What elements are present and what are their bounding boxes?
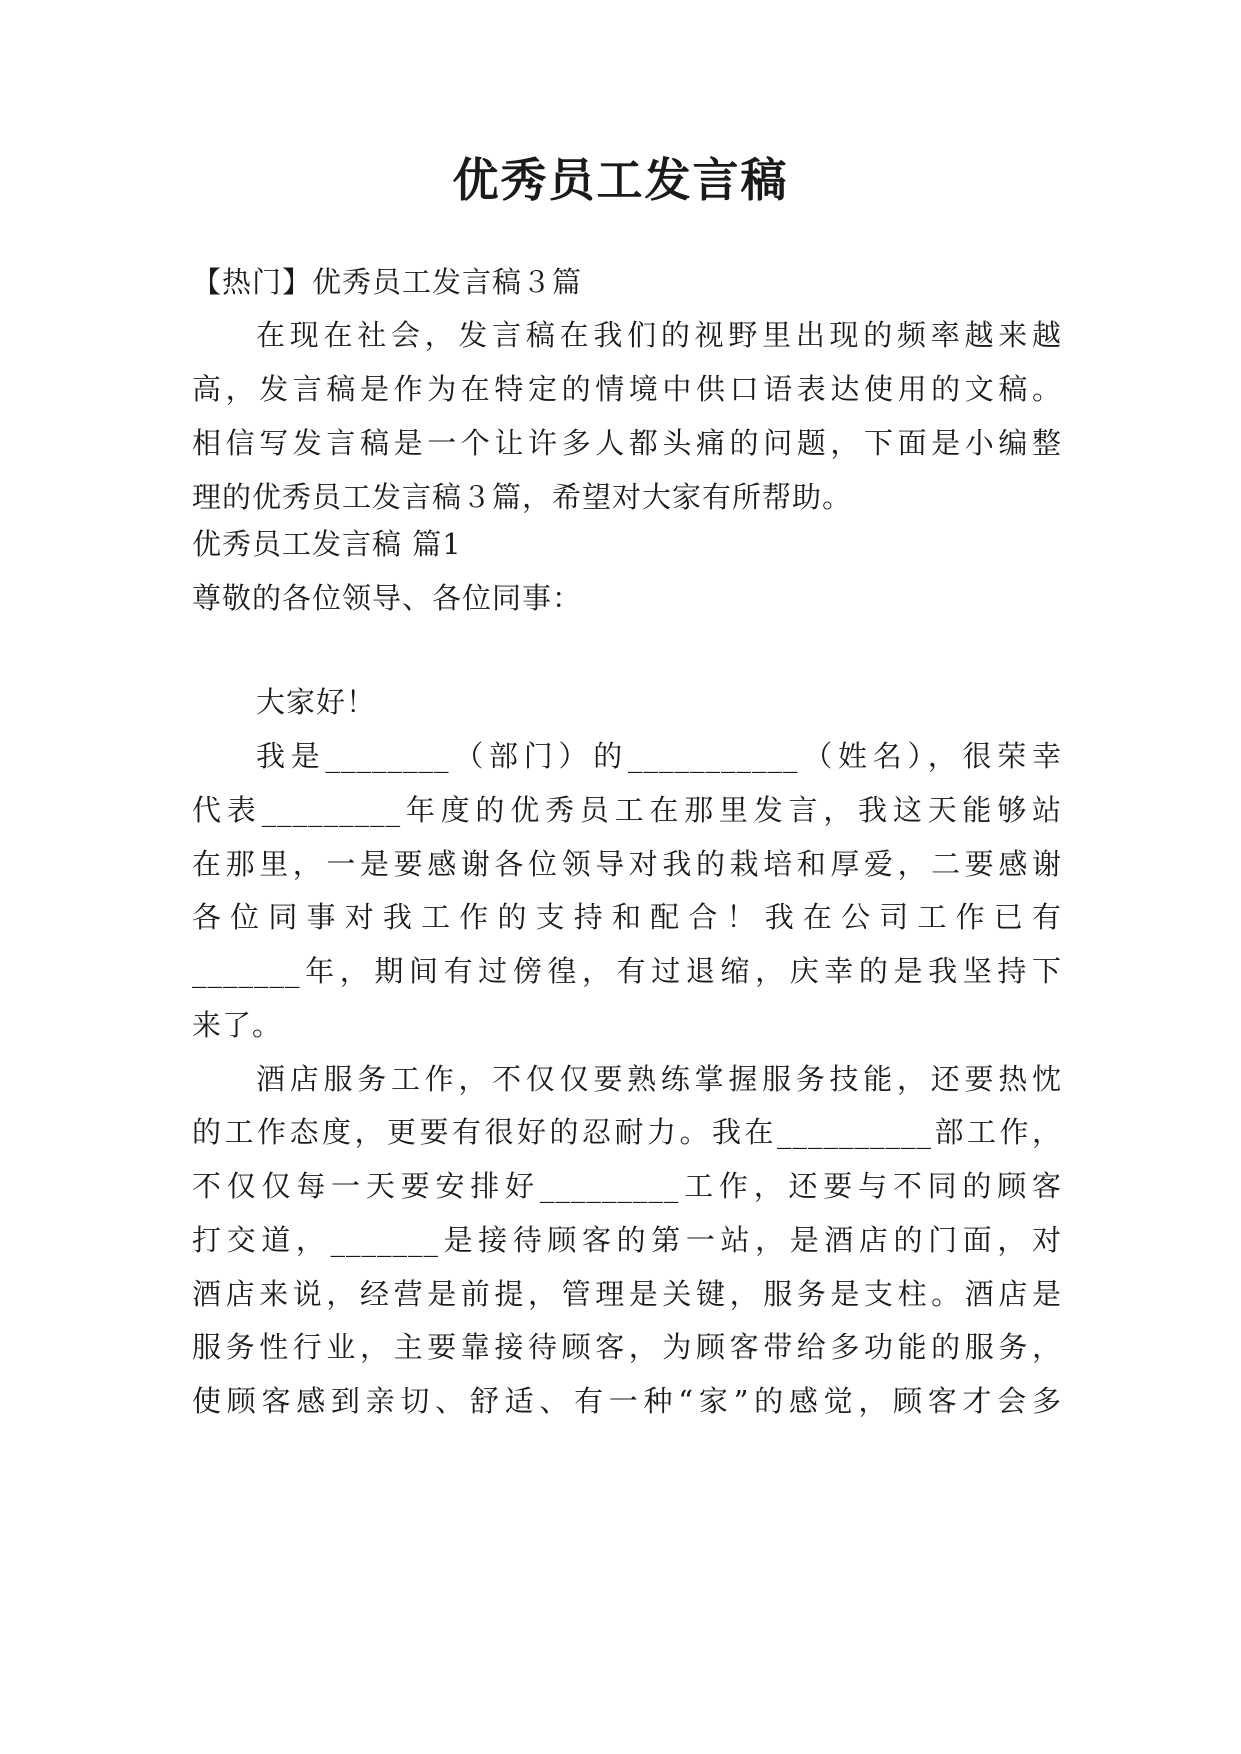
- intro-line-2: 高，发言稿是作为在特定的情境中供口语表达使用的文稿。: [192, 372, 1062, 406]
- salutation: 尊敬的各位领导、各位同事：: [192, 581, 583, 615]
- subtitle-line: 【热门】优秀员工发言稿３篇: [192, 265, 583, 299]
- paragraph-2-line-2: 的工作态度，更要有很好的忍耐力。我在__________部工作，: [192, 1115, 1062, 1149]
- paragraph-2-line-6: 服务性行业，主要靠接待顾客，为顾客带给多功能的服务，: [192, 1330, 1062, 1364]
- paragraph-1-line-2: 代表_________年度的优秀员工在那里发言，我这天能够站: [192, 793, 1062, 827]
- intro-line-1: 在现在社会，发言稿在我们的视野里出现的频率越来越: [256, 318, 1062, 352]
- greeting: 大家好！: [256, 685, 377, 719]
- paragraph-2-line-7: 使顾客感到亲切、舒适、有一种“家”的感觉，顾客才会多: [192, 1384, 1062, 1418]
- document-title: 优秀员工发言稿: [452, 153, 789, 207]
- intro-line-3: 相信写发言稿是一个让许多人都头痛的问题，下面是小编整: [192, 426, 1062, 460]
- paragraph-1-line-3: 在那里，一是要感谢各位领导对我的栽培和厚爱，二要感谢: [192, 847, 1062, 881]
- paragraph-2-line-3: 不仅仅每一天要安排好_________工作，还要与不同的顾客: [192, 1169, 1062, 1203]
- paragraph-2-line-4: 打交道，_______是接待顾客的第一站，是酒店的门面，对: [192, 1223, 1062, 1257]
- paragraph-1-line-1: 我是________（部门）的___________（姓名），很荣幸: [256, 739, 1062, 773]
- paragraph-2-line-1: 酒店服务工作，不仅仅要熟练掌握服务技能，还要热忱: [256, 1062, 1062, 1096]
- paragraph-2-line-5: 酒店来说，经营是前提，管理是关键，服务是支柱。酒店是: [192, 1277, 1062, 1311]
- paragraph-1-line-4: 各位同事对我工作的支持和配合！我在公司工作已有: [192, 900, 1062, 934]
- paragraph-1-line-5: _______年，期间有过傍徨，有过退缩，庆幸的是我坚持下: [192, 954, 1062, 988]
- section-heading: 优秀员工发言稿 篇1: [192, 527, 462, 561]
- intro-line-4: 理的优秀员工发言稿３篇，希望对大家有所帮助。: [192, 480, 853, 514]
- paragraph-1-line-6: 来了。: [192, 1008, 283, 1042]
